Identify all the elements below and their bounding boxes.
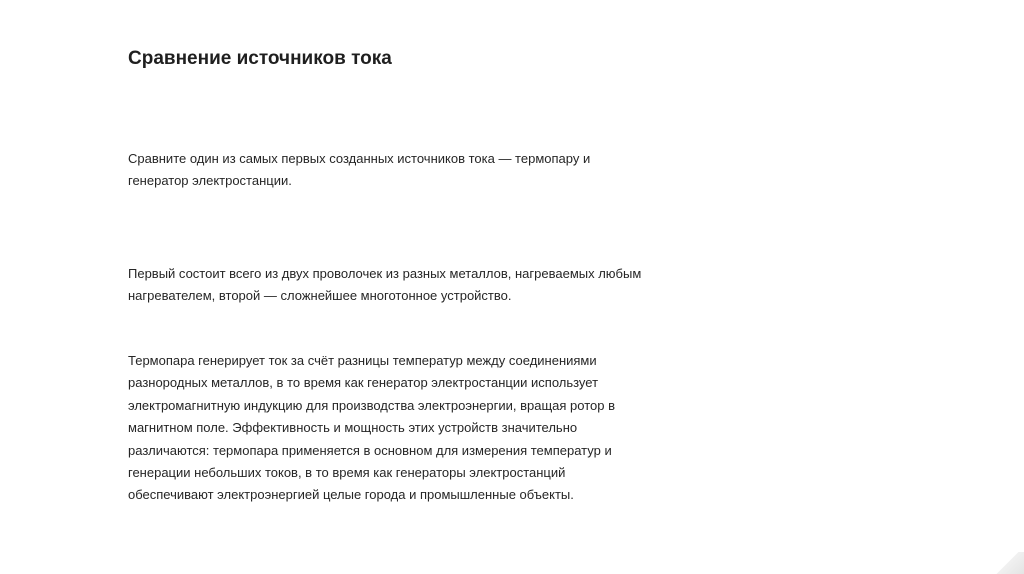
- paragraph-line: генератор электростанции.: [128, 173, 292, 189]
- slide-title: Сравнение источников тока: [128, 48, 392, 69]
- paragraph-line: магнитном поле. Эффективность и мощность этих устройств значительно: [128, 420, 578, 436]
- paragraph-line: нагревателем, второй — сложнейшее многотонное устройство.: [128, 288, 512, 304]
- paragraph-intro: [128, 148, 590, 193]
- paragraph-line: Термопара генерирует ток за счёт разницы температур между соединениями: [128, 353, 597, 368]
- paragraph-line: обеспечивают электроэнергией целые города и промышленные объекты.: [128, 487, 574, 503]
- paragraph-details: [128, 350, 615, 507]
- paragraph-line: Первый состоит всего из двух проволочек из разных металлов, нагреваемых любым: [128, 266, 642, 281]
- paragraph-line: Сравните один из самых первых созданных источников тока — термопару и: [128, 151, 591, 166]
- paragraph-line: различаются: термопара применяется в основном для измерения температур и: [128, 442, 612, 458]
- paragraph-line: генерации небольших токов, в то время как генераторы электростанций: [128, 465, 566, 481]
- paragraph-line: электромагнитную индукцию для производства электроэнергии, вращая ротор в: [128, 397, 616, 413]
- paragraph-comparison: [128, 263, 641, 308]
- paragraph-line: разнородных металлов, в то время как генератор электростанции использует: [128, 375, 599, 391]
- page-curl-decoration: [984, 552, 1024, 574]
